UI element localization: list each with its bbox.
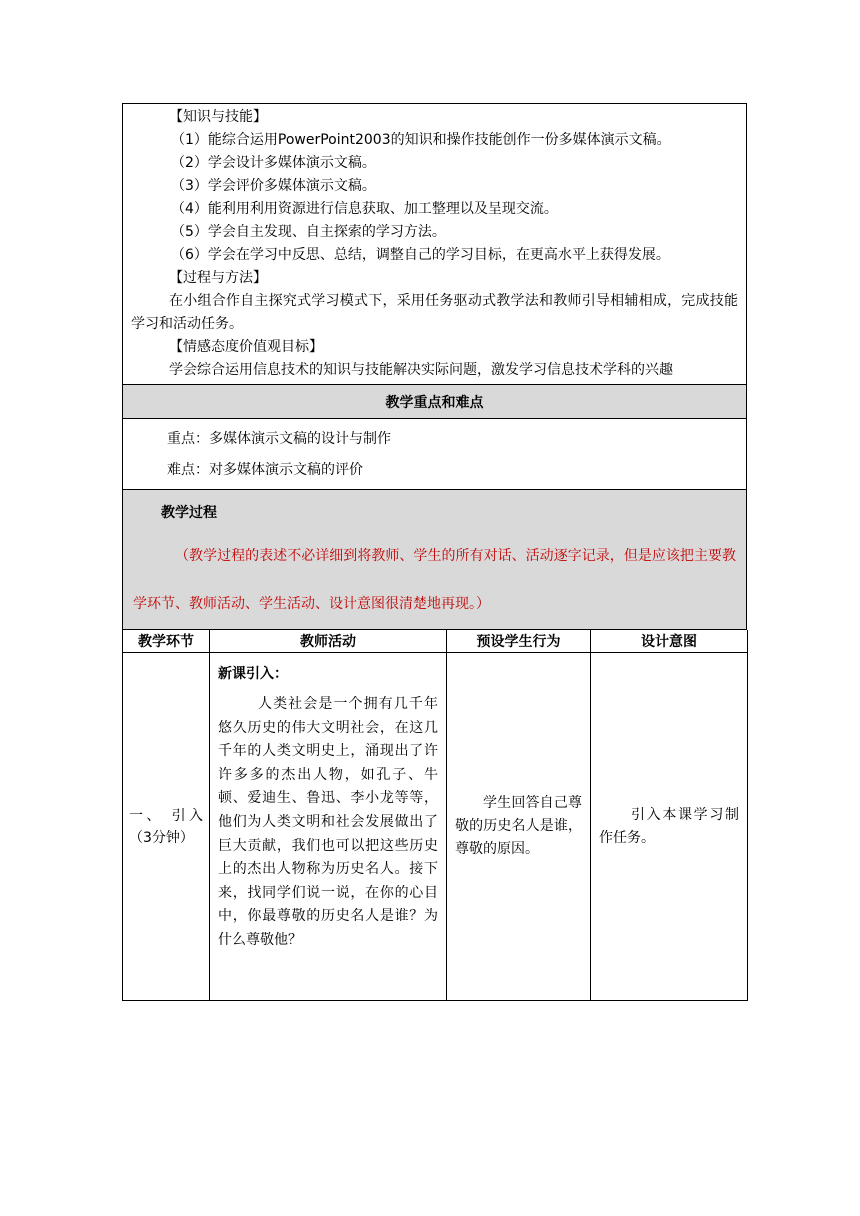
teacher-activity-text: 人类社会是一个拥有几千年悠久历史的伟大文明社会，在这几千年的人类文明史上，涌现出了许许多多的杰出人物，如孔子、牛顿、爱迪生、鲁迅、李小龙等等，他们为人类文明和社会发展做出了巨大贡献，我们也可以把这些历史上的杰出人物称为历史名人。接下来，找同学们说一说，在你的心目中，你最尊敬的历史名人是谁？为什么尊敬他？ — [218, 696, 438, 948]
teacher-activity-title: 新课引入： — [218, 666, 288, 682]
knowledge-title: 【知识与技能】 — [169, 109, 267, 125]
col-header-teacher: 教师活动 — [210, 630, 447, 653]
process-note: （教学过程的表述不必详细到将教师、学生的所有对话、活动逐字记录，但是应该把主要教学环节、教师活动、学生活动、设计意图很清楚地再现。） — [133, 548, 736, 612]
process-section — [122, 490, 747, 630]
key-points-header — [122, 385, 747, 419]
knowledge-item-5: （5）学会自主发现、自主探索的学习方法。 — [171, 224, 446, 240]
process-table — [122, 630, 748, 1001]
objectives-section — [122, 103, 747, 385]
student-behavior-cell — [447, 653, 591, 1001]
design-intent-cell — [591, 653, 748, 1001]
key-difficulty: 难点：对多媒体演示文稿的评价 — [167, 462, 363, 478]
key-focus: 重点：多媒体演示文稿的设计与制作 — [167, 431, 391, 447]
col-header-stage: 教学环节 — [123, 630, 210, 653]
knowledge-item-2: （2）学会设计多媒体演示文稿。 — [171, 155, 376, 171]
knowledge-item-4: （4）能利用利用资源进行信息获取、加工整理以及呈现交流。 — [171, 201, 558, 217]
col-header-intent: 设计意图 — [591, 630, 748, 653]
knowledge-item-3: （3）学会评价多媒体演示文稿。 — [171, 178, 376, 194]
lesson-plan-document — [122, 103, 747, 1001]
teacher-activity-cell — [210, 653, 447, 1001]
process-text: 在小组合作自主探究式学习模式下，采用任务驱动式教学法和教师引导相辅相成，完成技能学习和活动任务。 — [131, 293, 738, 332]
emotion-text: 学会综合运用信息技术的知识与技能解决实际问题，激发学习信息技术学科的兴趣 — [169, 362, 673, 378]
key-points-title: 教学重点和难点 — [385, 394, 484, 411]
key-points-section — [122, 419, 747, 490]
process-title: 【过程与方法】 — [169, 270, 267, 286]
knowledge-item-1: （1）能综合运用PowerPoint2003的知识和操作技能创作一份多媒体演示文稿。 — [171, 132, 671, 148]
student-behavior-text: 学生回答自己尊敬的历史名人是谁，尊敬的原因。 — [455, 795, 582, 857]
knowledge-item-6: （6）学会在学习中反思、总结，调整自己的学习目标，在更高水平上获得发展。 — [171, 247, 670, 263]
table-header-row — [123, 630, 748, 653]
emotion-title: 【情感态度价值观目标】 — [169, 339, 323, 355]
col-header-student: 预设学生行为 — [447, 630, 591, 653]
stage-cell — [123, 653, 210, 1001]
stage-text: 一、 引入（3分钟） — [129, 807, 203, 846]
table-row — [123, 653, 748, 1001]
process-title-label: 教学过程 — [161, 505, 217, 521]
design-intent-text: 引入本课学习制作任务。 — [599, 806, 739, 846]
